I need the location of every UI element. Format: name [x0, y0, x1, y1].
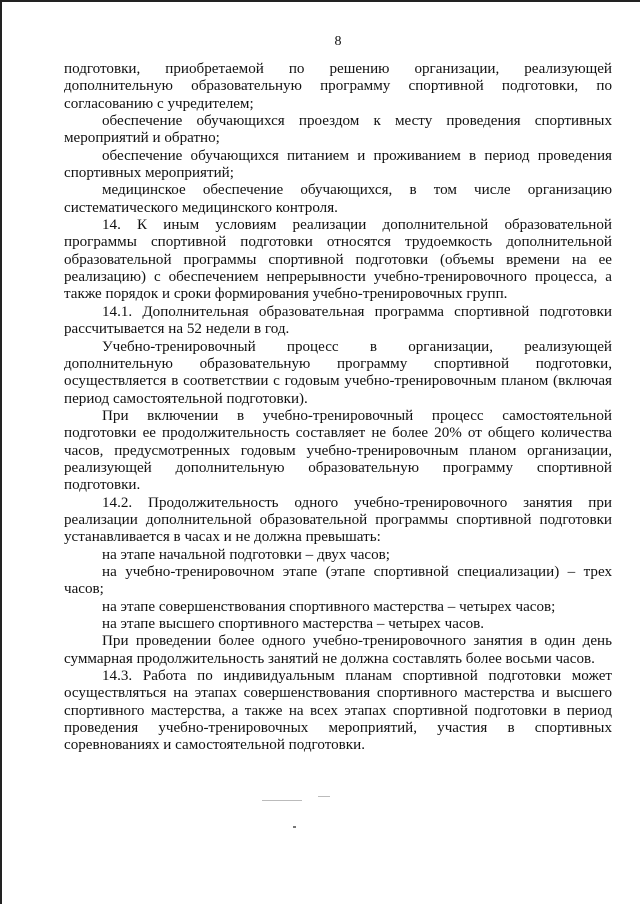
paragraph-self-training: При включении в учебно-тренировочный процесс самостоятельной подготовки ее продолжительность составляет не более 20% от общего количества часов, предусмотренных годовым учебно-тренировочным планом организации, реализующей дополнительную образовательную программу спортивной подготовки.	[64, 407, 612, 494]
paragraph-section-14-1: 14.1. Дополнительная образовательная программа спортивной подготовки рассчитывается на 52 недели в год.	[64, 303, 612, 338]
page-number: 8	[334, 34, 342, 49]
paragraph-food-provision: обеспечение обучающихся питанием и проживанием в период проведения спортивных мероприятий;	[64, 147, 612, 182]
paragraph-continuation: подготовки, приобретаемой по решению организации, реализующей дополнительную образовательную программу спортивной подготовки, по согласованию с учредителем;	[64, 61, 612, 112]
paragraph-section-14-3: 14.3. Работа по индивидуальным планам спортивной подготовки может осуществляться на этапах совершенствования спортивного мастерства и высшего спортивного мастерства, а также на всех этапах спортивной подготовки в период проведения учебно-тренировочных мероприятий, участия в спортивных соревнованиях и самостоятельной подготовки.	[64, 668, 612, 754]
scan-artifact	[262, 800, 302, 801]
scan-artifact	[293, 826, 296, 828]
list-item-initial-stage: на этапе начальной подготовки – двух часов;	[102, 546, 390, 563]
paragraph-medical-provision: медицинское обеспечение обучающихся, в том числе организацию систематического медицинского контроля.	[64, 182, 612, 216]
document-body	[64, 61, 612, 755]
paragraph-daily-limit: При проведении более одного учебно-тренировочного занятия в один день суммарная продолжительность занятий не должна составлять более восьми часов.	[64, 633, 612, 667]
page-edge-left	[0, 0, 2, 904]
list-item-improvement-stage: на этапе совершенствования спортивного мастерства – четырех часов;	[102, 598, 556, 615]
scan-artifact	[318, 796, 330, 797]
paragraph-travel-provision: обеспечение обучающихся проездом к месту проведения спортивных мероприятий и обратно;	[64, 113, 612, 147]
page-edge-top	[0, 0, 640, 2]
list-item-higher-mastery-stage: на этапе высшего спортивного мастерства – четырех часов.	[102, 616, 485, 632]
paragraph-training-process: Учебно-тренировочный процесс в организации, реализующей дополнительную образовательную программу спортивной подготовки, осуществляется в соответствии с годовым учебно-тренировочным планом (включая период самостоятельной подготовки).	[64, 338, 612, 407]
paragraph-section-14-2: 14.2. Продолжительность одного учебно-тренировочного занятия при реализации дополнительной образовательной программы спортивной подготовки устанавливается в часах и не должна превышать:	[64, 494, 612, 546]
list-item-training-stage: на учебно-тренировочном этапе (этапе спортивной специализации) – трех часов;	[64, 563, 612, 598]
paragraph-section-14: 14. К иным условиям реализации дополнительной образовательной программы спортивной подготовки относятся трудоемкость дополнительной образовательной программы спортивной подготовки (объемы времени на ее реализацию) с обеспечением непрерывности учебно-тренировочного процесса, а также порядок и сроки формирования учебно-тренировочных групп.	[64, 217, 612, 303]
